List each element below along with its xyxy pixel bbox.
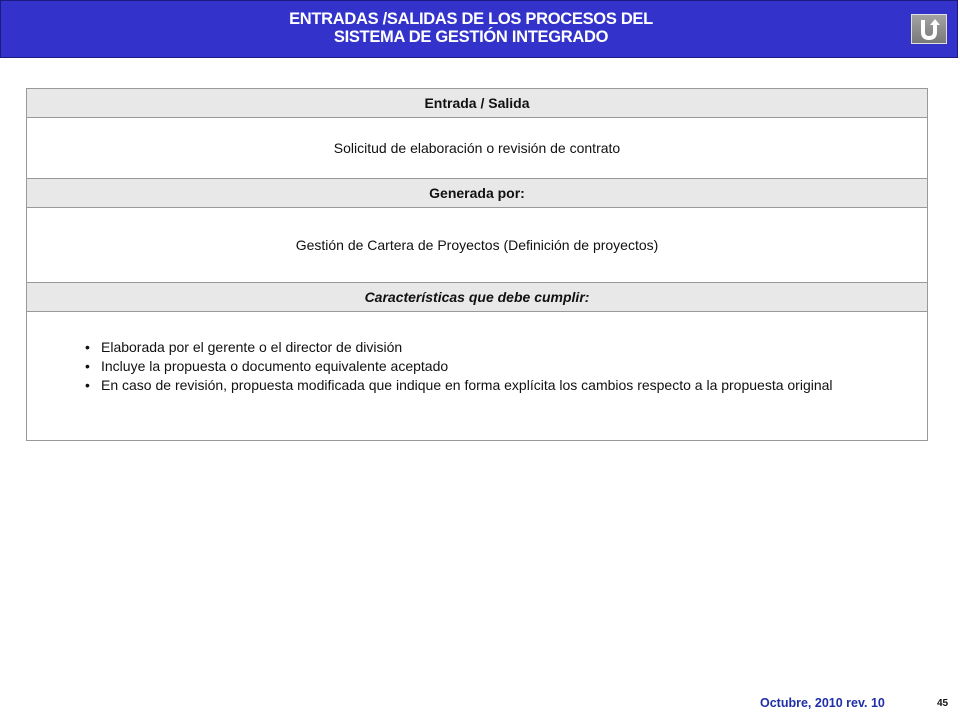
- list-item: • En caso de revisión, propuesta modificada que indique en forma explícita los cambios respecto a la propuesta original: [85, 376, 887, 395]
- generada-por-label: Generada por:: [27, 179, 928, 208]
- back-button[interactable]: [911, 14, 947, 44]
- table-row: [27, 283, 928, 312]
- return-arrow-icon: [917, 18, 941, 40]
- list-item: • Elaborada por el gerente o el director de división: [85, 338, 887, 357]
- process-io-table: [26, 88, 928, 441]
- footer-date: Octubre, 2010 rev. 10: [760, 696, 885, 710]
- page-title-line-1: ENTRADAS /SALIDAS DE LOS PROCESOS DEL: [289, 10, 653, 28]
- table-row: [27, 312, 928, 441]
- table-row: [27, 179, 928, 208]
- table-row: [27, 118, 928, 179]
- entrada-salida-label: Entrada / Salida: [27, 89, 928, 118]
- generada-por-value: Gestión de Cartera de Proyectos (Definición de proyectos): [27, 208, 928, 283]
- table-row: [27, 208, 928, 283]
- table-row: [27, 89, 928, 118]
- page-title-line-2: SISTEMA DE GESTIÓN INTEGRADO: [333, 28, 609, 46]
- entrada-salida-value: Solicitud de elaboración o revisión de contrato: [27, 118, 928, 179]
- caracteristicas-list: [27, 338, 927, 395]
- title-banner: [0, 0, 958, 58]
- caracteristicas-cell: [27, 312, 928, 441]
- page-title: [161, 10, 781, 46]
- caracteristicas-label: Características que debe cumplir:: [27, 283, 928, 312]
- page-number: 45: [937, 698, 949, 709]
- list-item: • Incluye la propuesta o documento equivalente aceptado: [85, 357, 887, 376]
